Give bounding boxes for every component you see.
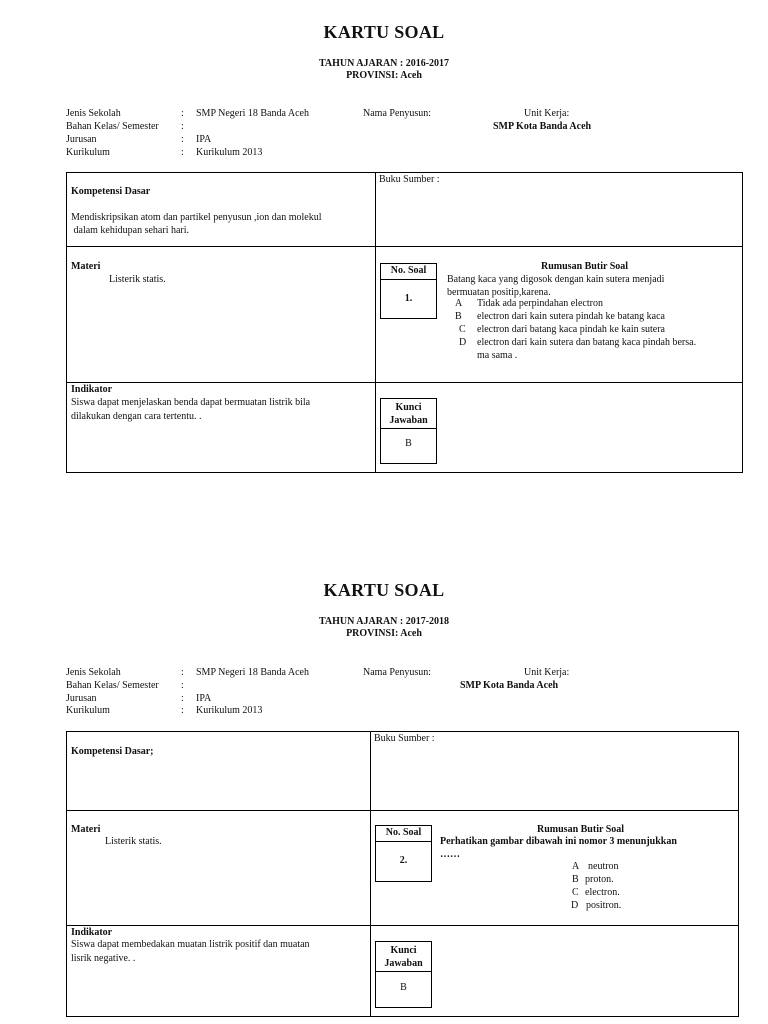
row-divider <box>67 382 742 383</box>
separator: : <box>181 667 184 678</box>
option-a-letter: A <box>572 861 580 872</box>
unit-kerja-value: SMP Kota Banda Aceh <box>460 680 559 691</box>
kurikulum-value: Kurikulum 2013 <box>196 705 263 716</box>
option-a-text: Tidak ada perpindahan electron <box>477 298 603 309</box>
kompetensi-dasar-label: Kompetensi Dasar <box>71 186 151 197</box>
kompetensi-dasar-label: Kompetensi Dasar; <box>71 746 154 757</box>
column-divider <box>375 173 376 472</box>
no-soal-value: 2. <box>399 855 408 866</box>
no-soal-label: No. Soal <box>376 826 431 842</box>
separator: : <box>181 680 184 691</box>
separator: : <box>181 134 184 145</box>
materi-label: Materi <box>71 824 101 835</box>
bahan-kelas-label: Bahan Kelas/ Semester <box>66 680 159 691</box>
nama-penyusun-label: Nama Penyusun: <box>363 108 432 119</box>
rumusan-butir-soal-label: Rumusan Butir Soal <box>541 261 629 272</box>
option-a-text: neutron <box>588 861 619 872</box>
indikator-text-2: lisrik negative. . <box>71 953 136 964</box>
unit-kerja-value: SMP Kota Banda Aceh <box>493 121 592 132</box>
indikator-label: Indikator <box>71 927 113 938</box>
kurikulum-label: Kurikulum <box>66 705 110 716</box>
kompetensi-dasar-text-2: dalam kehidupan sehari hari. <box>71 225 190 236</box>
kunci-jawaban-header <box>381 399 436 429</box>
buku-sumber-label: Buku Sumber : <box>374 733 435 744</box>
option-d-continuation: ma sama . <box>477 350 518 361</box>
option-b-text: electron dari kain sutera pindah ke batang kaca <box>477 311 665 322</box>
question-text-2: …… <box>440 849 460 860</box>
separator: : <box>181 693 184 704</box>
jenis-sekolah-value: SMP Negeri 18 Banda Aceh <box>196 108 309 119</box>
unit-kerja-label: Unit Kerja: <box>524 108 570 119</box>
nama-penyusun-label: Nama Penyusun: <box>363 667 432 678</box>
card-2-tahun-ajaran: TAHUN AJARAN : 2017-2018 <box>318 616 450 627</box>
option-c-letter: C <box>572 887 579 898</box>
card-1-provinsi: PROVINSI: Aceh <box>346 70 422 81</box>
jenis-sekolah-label: Jenis Sekolah <box>66 108 121 119</box>
materi-value: Listerik statis. <box>109 274 166 285</box>
bahan-kelas-label: Bahan Kelas/ Semester <box>66 121 159 132</box>
jurusan-value: IPA <box>196 134 212 145</box>
indikator-text-2: dilakukan dengan cara tertentu. . <box>71 411 202 422</box>
option-c-letter: C <box>459 324 466 335</box>
jurusan-value: IPA <box>196 693 212 704</box>
question-text-2: bermuatan positip,karena. <box>447 287 551 298</box>
option-b-letter: B <box>455 311 462 322</box>
row-divider <box>67 810 738 811</box>
kunci-label: Kunci <box>390 945 417 956</box>
jawaban-label: Jawaban <box>389 415 428 426</box>
unit-kerja-label: Unit Kerja: <box>524 667 570 678</box>
card-1-title: KARTU SOAL <box>323 22 445 42</box>
card-2-table <box>66 731 739 1017</box>
card-1-tahun-ajaran: TAHUN AJARAN : 2016-2017 <box>318 58 450 69</box>
rumusan-butir-soal-label: Rumusan Butir Soal <box>537 824 625 835</box>
kurikulum-label: Kurikulum <box>66 147 110 158</box>
card-2-title: KARTU SOAL <box>323 580 445 600</box>
option-a-letter: A <box>455 298 463 309</box>
indikator-text-1: Siswa dapat membedakan muatan listrik positif dan muatan <box>71 939 310 950</box>
option-d-text: positron. <box>586 900 622 911</box>
option-c-text: electron dari batang kaca pindah ke kain sutera <box>477 324 665 335</box>
option-d-letter: D <box>459 337 467 348</box>
no-soal-label: No. Soal <box>381 264 436 280</box>
jenis-sekolah-label: Jenis Sekolah <box>66 667 121 678</box>
jurusan-label: Jurusan <box>66 134 97 145</box>
option-b-letter: B <box>572 874 579 885</box>
kurikulum-value: Kurikulum 2013 <box>196 147 263 158</box>
no-soal-value: 1. <box>404 293 413 304</box>
question-text-1: Batang kaca yang digosok dengan kain sutera menjadi <box>447 274 665 285</box>
question-text-1: Perhatikan gambar dibawah ini nomor 3 menunjukkan <box>440 836 677 847</box>
kunci-jawaban-value: B <box>405 438 412 449</box>
card-2-provinsi: PROVINSI: Aceh <box>346 628 422 639</box>
jawaban-label: Jawaban <box>384 958 423 969</box>
separator: : <box>181 121 184 132</box>
no-soal-box <box>375 825 432 882</box>
kunci-jawaban-value: B <box>400 982 407 993</box>
option-d-text: electron dari kain sutera dan batang kaca pindah bersa. <box>477 337 697 348</box>
buku-sumber-label: Buku Sumber : <box>379 174 440 185</box>
column-divider <box>370 732 371 1016</box>
separator: : <box>181 147 184 158</box>
jenis-sekolah-value: SMP Negeri 18 Banda Aceh <box>196 667 309 678</box>
indikator-label: Indikator <box>71 384 113 395</box>
option-b-text: proton. <box>585 874 614 885</box>
jurusan-label: Jurusan <box>66 693 97 704</box>
separator: : <box>181 705 184 716</box>
kunci-jawaban-box <box>375 941 432 1008</box>
indikator-text-1: Siswa dapat menjelaskan benda dapat bermuatan listrik bila <box>71 397 311 408</box>
row-divider <box>67 246 742 247</box>
option-c-text: electron. <box>585 887 620 898</box>
option-d-letter: D <box>571 900 579 911</box>
kunci-jawaban-box <box>380 398 437 464</box>
kunci-jawaban-header <box>376 942 431 972</box>
no-soal-box <box>380 263 437 319</box>
materi-value: Listerik statis. <box>105 836 162 847</box>
separator: : <box>181 108 184 119</box>
materi-label: Materi <box>71 261 101 272</box>
card-1-table <box>66 172 743 473</box>
row-divider <box>67 925 738 926</box>
kunci-label: Kunci <box>395 402 422 413</box>
kompetensi-dasar-text-1: Mendiskripsikan atom dan partikel penyusun ,ion dan molekul <box>71 212 322 223</box>
